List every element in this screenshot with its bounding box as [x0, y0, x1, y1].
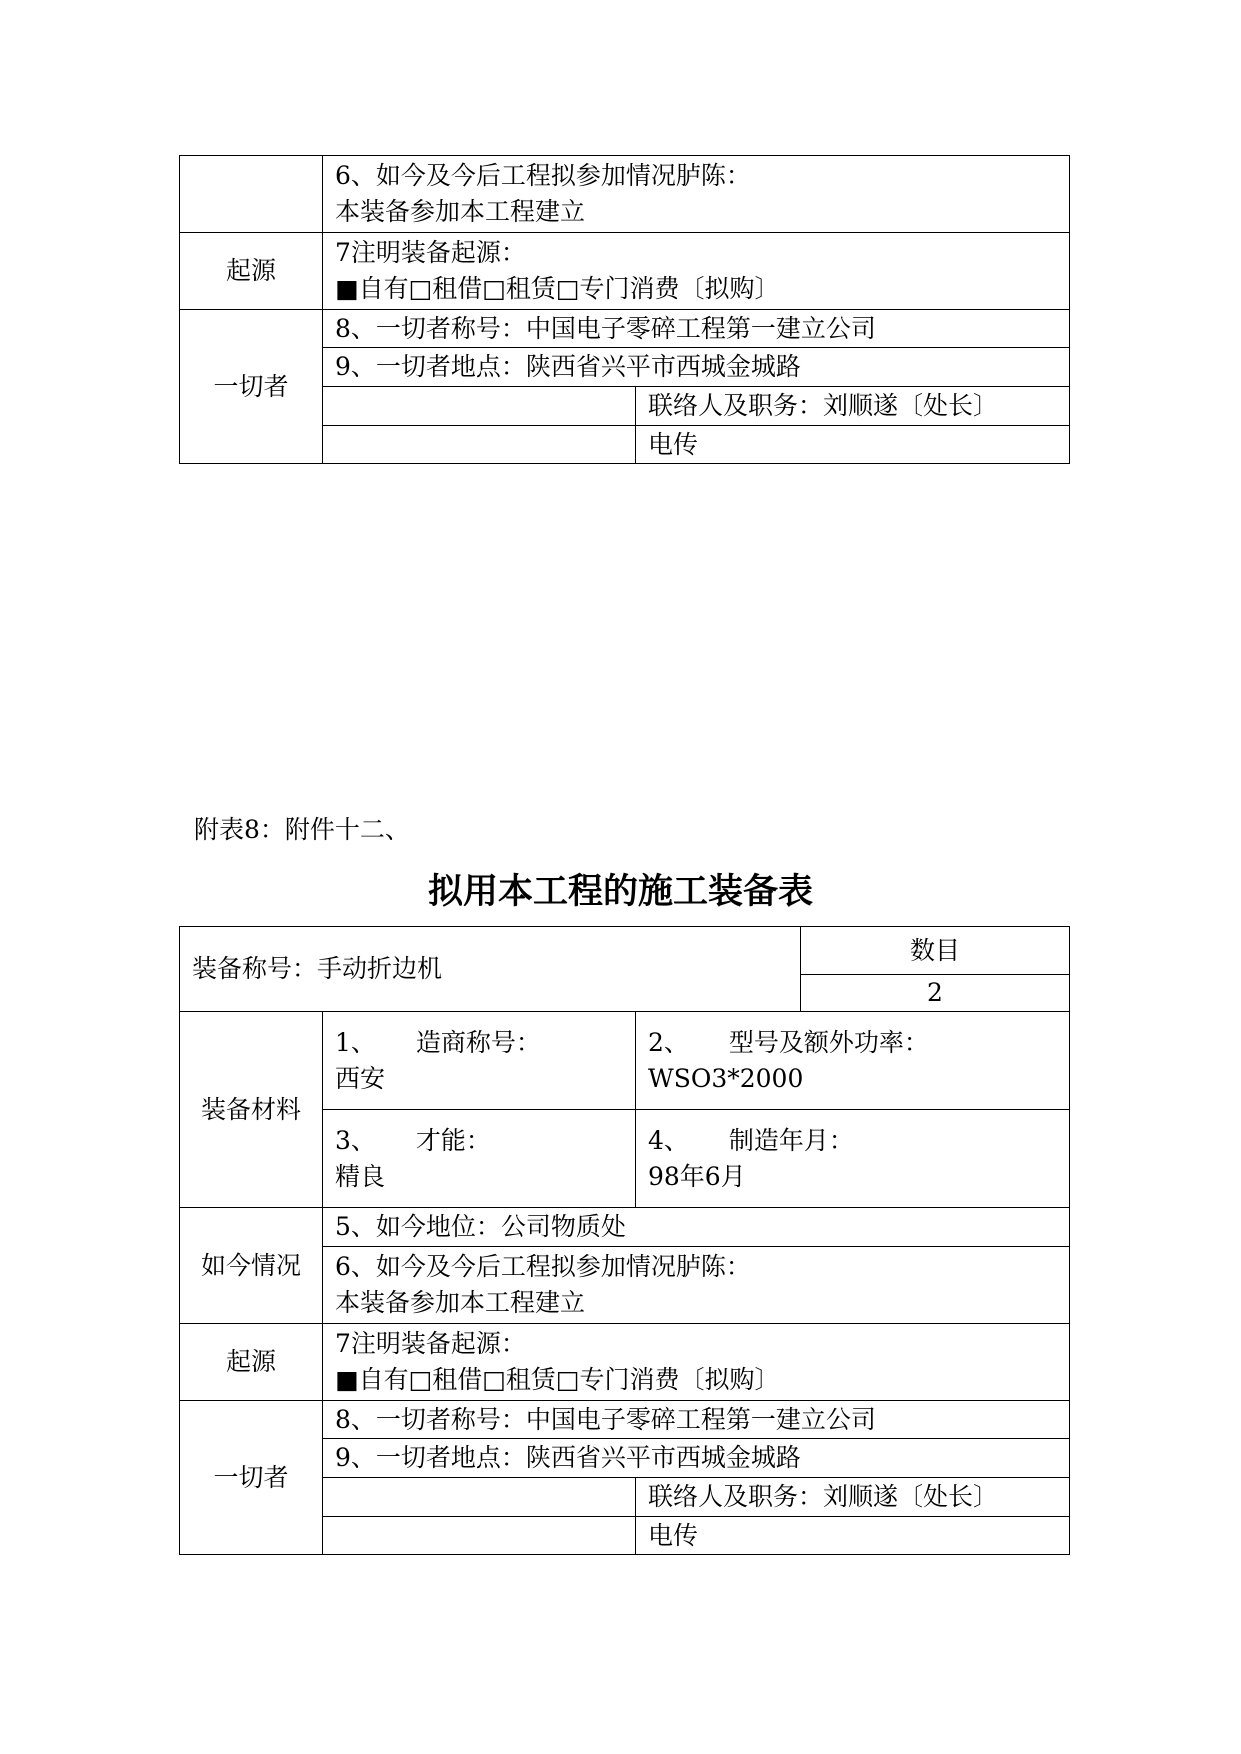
blank-cell: [323, 387, 636, 426]
source-label: 起源: [180, 233, 323, 310]
manufacturer-cell: [323, 1012, 636, 1110]
model-label: 型号及额外功率：: [728, 1027, 929, 1057]
owner-label: 一切者: [180, 310, 323, 464]
material-label: 装备材料: [180, 1012, 323, 1208]
quantity-label: 数目: [801, 927, 1070, 975]
source-line2: ■自有□租借□租赁□专门消费〔拟购〕: [335, 274, 780, 303]
blank-cell: [323, 1517, 636, 1555]
contact: 联络人及职务：刘顺遂〔处长〕: [636, 387, 1070, 426]
source-cell: [323, 1324, 1070, 1401]
capability-value: 精良: [335, 1161, 386, 1191]
source-line2: ■自有□租借□租赁□专门消费〔拟购〕: [335, 1365, 780, 1394]
m3-num: 3、: [335, 1125, 376, 1155]
appendix-note: 附表8：附件十二、: [194, 815, 410, 844]
owner-name: 8、一切者称号：中国电子零碎工程第一建立公司: [323, 310, 1070, 348]
manufacturer-value: 西安: [335, 1063, 386, 1093]
owner-name: 8、一切者称号：中国电子零碎工程第一建立公司: [323, 1401, 1070, 1439]
manufacturer-label: 造商称号：: [415, 1027, 541, 1057]
status-plan-cell: [323, 1247, 1070, 1324]
owner-address: 9、一切者地点：陕西省兴平市西城金城路: [323, 1439, 1070, 1478]
plan-line2: 本装备参加本工程建立: [335, 197, 586, 226]
m4-num: 4、: [648, 1125, 689, 1155]
plan-line1: 6、如今及今后工程拟参加情况胪陈：: [335, 161, 751, 190]
plan-cell: [323, 156, 1070, 233]
manufacture-date-value: 98年6月: [648, 1161, 746, 1191]
owner-label: 一切者: [180, 1401, 323, 1555]
phone: 电传: [636, 1517, 1070, 1555]
m1-num: 1、: [335, 1027, 376, 1057]
status-location: 5、如今地位：公司物质处: [323, 1208, 1070, 1247]
source-line1: 7注明装备起源：: [335, 1329, 526, 1358]
capability-label: 才能：: [415, 1125, 491, 1155]
source-cell: [323, 233, 1070, 310]
equipment-table-continued: [179, 155, 1070, 464]
blank-cell: [323, 426, 636, 464]
page-title: 拟用本工程的施工装备表: [427, 872, 813, 912]
phone: 电传: [636, 426, 1070, 464]
blank-cell: [323, 1478, 636, 1517]
status-line1: 6、如今及今后工程拟参加情况胪陈：: [335, 1252, 751, 1281]
m2-num: 2、: [648, 1027, 689, 1057]
quantity-value: 2: [801, 975, 1070, 1012]
owner-address: 9、一切者地点：陕西省兴平市西城金城路: [323, 348, 1070, 387]
equipment-name: 装备称号：手动折边机: [180, 927, 801, 1012]
source-label: 起源: [180, 1324, 323, 1401]
status-line2: 本装备参加本工程建立: [335, 1288, 586, 1317]
capability-cell: [323, 1110, 636, 1208]
status-label: 如今情况: [180, 1208, 323, 1324]
blank-label-cell: [180, 156, 323, 233]
manufacture-date-cell: [636, 1110, 1070, 1208]
equipment-table: [179, 926, 1070, 1555]
contact: 联络人及职务：刘顺遂〔处长〕: [636, 1478, 1070, 1517]
manufacture-date-label: 制造年月：: [728, 1125, 854, 1155]
model-cell: [636, 1012, 1070, 1110]
model-value: WSO3*2000: [648, 1063, 804, 1093]
source-line1: 7注明装备起源：: [335, 238, 526, 267]
